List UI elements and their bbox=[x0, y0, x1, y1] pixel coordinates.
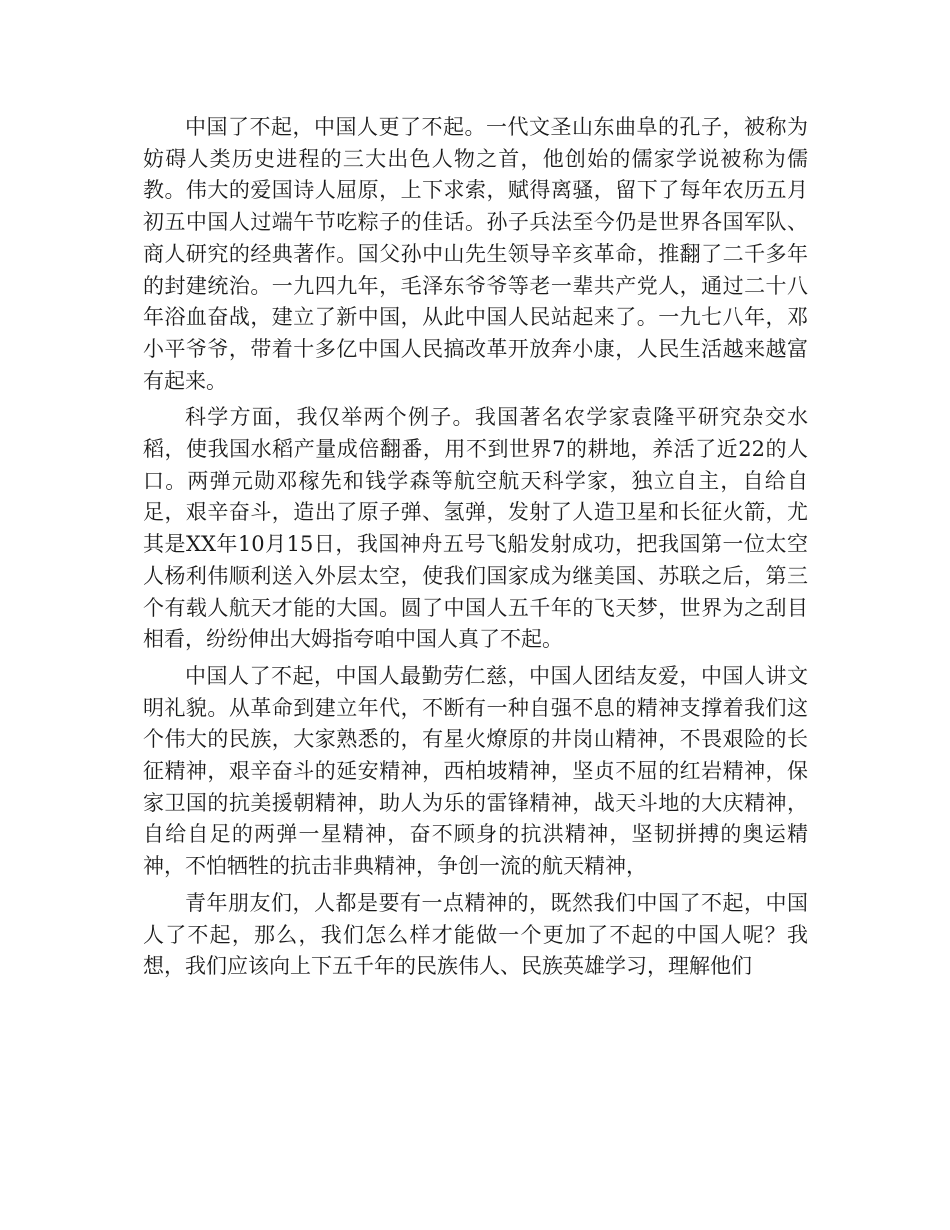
paragraph-2: 科学方面，我仅举两个例子。我国著名农学家袁隆平研究杂交水稻，使我国水稻产量成倍翻番，用不到世界7的耕地，养活了近22的人口。两弹元勋邓稼先和钱学森等航空航天科学家，独立自主，自给自足，艰辛奋斗，造出了原子弹、氢弹，发射了人造卫星和长征火箭，尤其是XX年10月15日，我国神舟五号飞船发射成功，把我国第一位太空人杨利伟顺利送入外层太空，使我们国家成为继美国、苏联之后，第三个有载人航天才能的大国。圆了中国人五千年的飞天梦，世界为之刮目相看，纷纷伸出大姆指夸咱中国人真了不起。 bbox=[143, 405, 808, 652]
paragraph-3: 中国人了不起，中国人最勤劳仁慈，中国人团结友爱，中国人讲文明礼貌。从革命到建立年代，不断有一种自强不息的精神支撑着我们这个伟大的民族，大家熟悉的，有星火燎原的井岗山精神，不畏艰险的长征精神，艰辛奋斗的延安精神，西柏坡精神，坚贞不屈的红岩精神，保家卫国的抗美援朝精神，助人为乐的雷锋精神，战天斗地的大庆精神，自给自足的两弹一星精神，奋不顾身的抗洪精神，坚韧拼搏的奥运精神，不怕牺牲的抗击非典精神，争创一流的航天精神， bbox=[143, 663, 808, 879]
paragraph-1: 中国了不起，中国人更了不起。一代文圣山东曲阜的孔子，被称为妨碍人类历史进程的三大出色人物之首，他创始的儒家学说被称为儒教。伟大的爱国诗人屈原，上下求索，赋得离骚，留下了每年农历五月初五中国人过端午节吃粽子的佳话。孙子兵法至今仍是世界各国军队、商人研究的经典著作。国父孙中山先生领导辛亥革命，推翻了二千多年的封建统治。一九四九年，毛泽东爷爷等老一辈共产党人，通过二十八年浴血奋战，建立了新中国，从此中国人民站起来了。一九七八年，邓小平爷爷，带着十多亿中国人民搞改革开放奔小康，人民生活越来越富有起来。 bbox=[143, 115, 808, 393]
paragraph-4: 青年朋友们，人都是要有一点精神的，既然我们中国了不起，中国人了不起，那么，我们怎么样才能做一个更加了不起的中国人呢？我想，我们应该向上下五千年的民族伟人、民族英雄学习，理解他们 bbox=[143, 890, 808, 979]
document-body bbox=[143, 112, 808, 988]
